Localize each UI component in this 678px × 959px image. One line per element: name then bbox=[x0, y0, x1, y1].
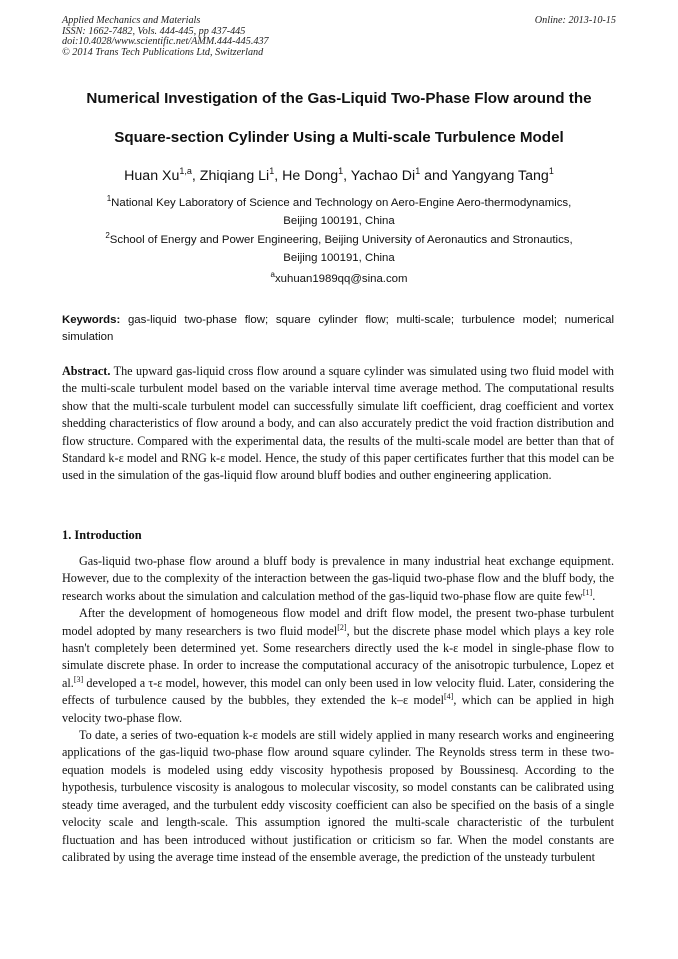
paragraph-text: , which can be applied in high velocity two-phase flow. bbox=[62, 693, 614, 725]
paragraph-text: , but the discrete phase model which plays a key role hasn't completely been determined yet. Some researchers directly used the k-ε model in single-phase flow to simulate discrete phase. In order to increase the computational accuracy of the anisotropic turbulence, Lopez et al. bbox=[62, 623, 614, 690]
author-name: Yachao Di bbox=[350, 168, 416, 184]
affiliation-text: National Key Laboratory of Science and Technology on Aero-Engine Aero-thermodynamics, bbox=[111, 197, 572, 209]
paragraph bbox=[62, 605, 614, 727]
paper-title-line-1: Numerical Investigation of the Gas-Liquid Two-Phase Flow around the bbox=[86, 90, 592, 107]
affiliation-city: Beijing 100191, China bbox=[283, 214, 395, 227]
abstract bbox=[62, 363, 614, 485]
doi-line: doi:10.4028/www.scientific.net/AMM.444-445.437 bbox=[62, 36, 269, 48]
author-name: Zhiqiang Li bbox=[199, 168, 270, 184]
email-mark: a bbox=[270, 270, 275, 279]
author-separator: , bbox=[191, 168, 200, 184]
paragraph-text: . bbox=[592, 588, 596, 603]
citation: [2] bbox=[337, 622, 347, 632]
affiliation-mark: 1 bbox=[106, 194, 112, 203]
author-name: Yangyang Tang bbox=[451, 168, 549, 184]
author-name: He Dong bbox=[282, 168, 339, 184]
paragraph-text: After the development of homogeneous flow model and drift flow model, the present two-phase turbulent model adopted by many researchers is two fluid model bbox=[62, 606, 614, 638]
abstract-label: Abstract. bbox=[62, 364, 111, 378]
author-affiliation-mark: 1,a bbox=[179, 166, 192, 176]
author-name: Huan Xu bbox=[124, 168, 180, 184]
journal-header bbox=[62, 16, 616, 58]
section-heading-introduction: 1. Introduction bbox=[62, 528, 142, 542]
issn-line: ISSN: 1662-7482, Vols. 444-445, pp 437-445 bbox=[62, 25, 246, 37]
keywords-label: Keywords: bbox=[62, 314, 121, 326]
author-separator: , bbox=[274, 168, 283, 184]
affiliation-mark: 2 bbox=[105, 231, 110, 240]
paragraph: To date, a series of two-equation k-ε models are still widely applied in many research works and engineering applications of the gas-liquid two-phase flow around square cylinder. The Reynolds stress term in these two-equation models is modeled using eddy viscosity hypothesis proposed by Boussinesq. According to the hypothesis, turbulence viscosity is analogous to molecular viscosity, so model constants can be calibrated using steady time averaged, and the turbulent eddy viscosity coefficient can also be specified on the basis of a single velocity scale and length-scale. This assumption ignored the multi-scale characteristic of the turbulent fluctuation and has been introduced without justification or criticism so far. When the model constants are calibrated by using the average time instead of the ensemble average, the prediction of the unsteady turbulent bbox=[62, 728, 614, 864]
affiliation-1 bbox=[40, 195, 638, 230]
affiliation-2 bbox=[40, 232, 638, 267]
introduction-body bbox=[62, 553, 614, 866]
keywords-text: gas-liquid two-phase flow; square cylinder flow; multi-scale; turbulence model; numerical simulation bbox=[62, 314, 614, 343]
citation: [4] bbox=[444, 692, 454, 702]
keywords bbox=[62, 312, 614, 346]
author-list bbox=[30, 168, 648, 184]
journal-name: Applied Mechanics and Materials bbox=[62, 15, 201, 26]
author-separator: and bbox=[420, 168, 452, 184]
author-email bbox=[40, 270, 638, 285]
author-affiliation-mark: 1 bbox=[548, 166, 554, 176]
email-address: xuhuan1989qq@sina.com bbox=[274, 273, 408, 285]
paper-title-line-2: Square-section Cylinder Using a Multi-scale Turbulence Model bbox=[114, 129, 564, 146]
author-affiliation-mark: 1 bbox=[415, 166, 421, 176]
paragraph-text: developed a τ-ε model, however, this model can only been used in low velocity fluid. Later, considering the effects of turbulence caused by the bubbles, they extended the k–ε model bbox=[62, 675, 614, 708]
citation: [3] bbox=[73, 674, 84, 684]
paragraph bbox=[62, 553, 614, 605]
affiliation-city: Beijing 100191, China bbox=[283, 251, 395, 264]
paragraph-text: Gas-liquid two-phase flow around a bluff body is prevalence in many industrial heat exchange equipment. However, due to the complexity of the interaction between the gas-liquid two-phase flow and the bluff body, the research works about the simulation and calculation method of the gas-liquid two-phase flow are quite few bbox=[62, 554, 614, 603]
copyright-line: © 2014 Trans Tech Publications Ltd, Switzerland bbox=[62, 46, 264, 58]
author-separator: , bbox=[343, 168, 351, 184]
author-affiliation-mark: 1 bbox=[269, 166, 275, 176]
online-date: Online: 2013-10-15 bbox=[534, 15, 616, 26]
author-affiliation-mark: 1 bbox=[338, 166, 344, 176]
citation: [1] bbox=[582, 587, 593, 597]
abstract-text: The upward gas-liquid cross flow around a square cylinder was simulated using two fluid model with the multi-scale turbulent model based on the variable interval time average method. The computational results show that the multi-scale turbulent model can successfully simulate lift coefficient, drag coefficient and vortex shedding characteristics of flow around a body, and can also accurately predict the void fraction distribution and flow structure. Compared with the experimental data, the results of the multi-scale model are better than that of Standard k-ε model and RNG k-ε model. Hence, the study of this paper certificates further that this model can be used in the simulation of the gas-liquid flow around bluff bodies and outher engineering application. bbox=[62, 364, 614, 483]
affiliation-text: School of Energy and Power Engineering, Beijing University of Aeronautics and Stronautics, bbox=[109, 234, 573, 246]
